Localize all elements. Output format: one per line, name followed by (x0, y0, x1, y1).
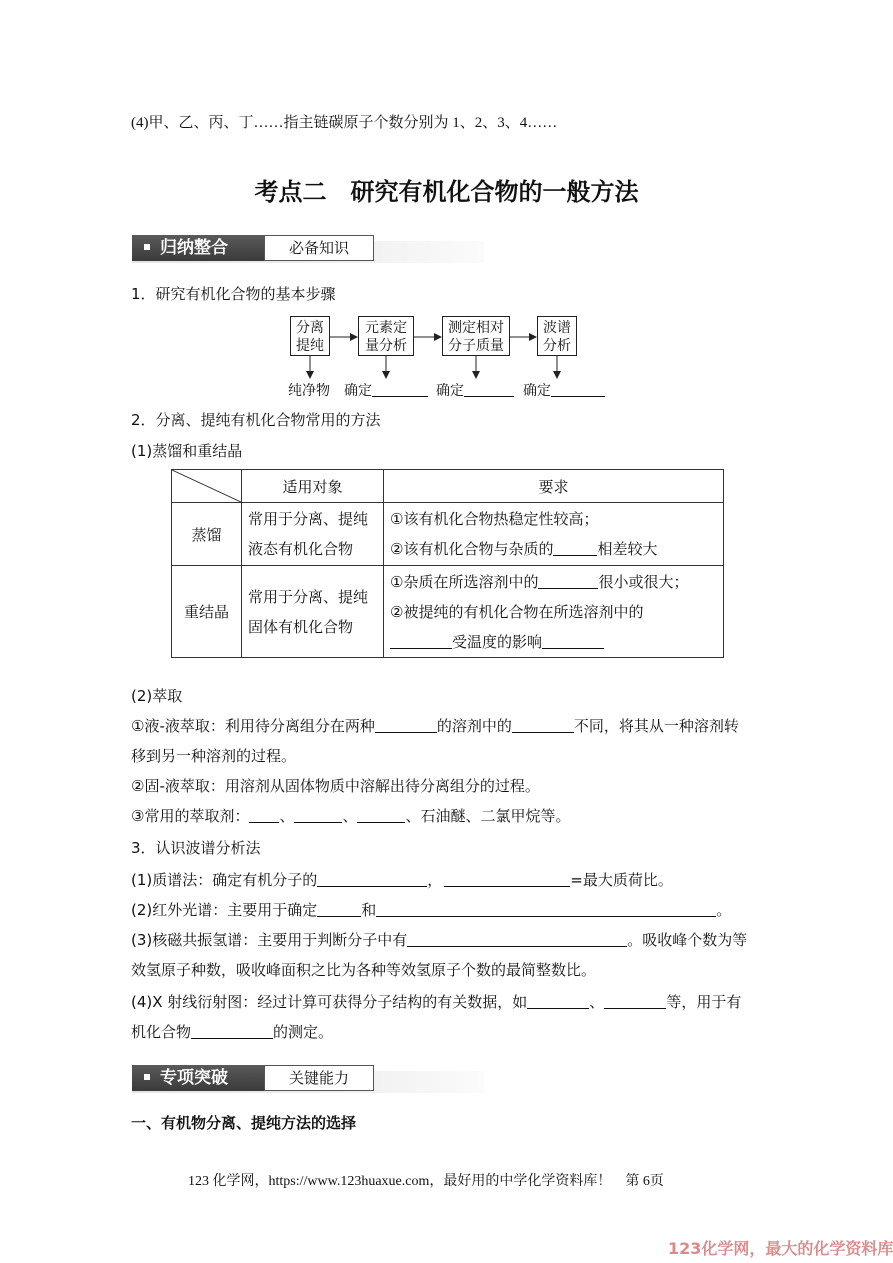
row-name: 重结晶 (172, 566, 242, 658)
row-target (242, 566, 384, 658)
flow-box-line: 分子质量 (448, 338, 504, 354)
answer-blank (512, 718, 574, 733)
spectra-ms (131, 870, 673, 890)
answer-blank (191, 1024, 273, 1039)
answer-blank (249, 808, 279, 823)
banner-light-label: 必备知识 (264, 235, 374, 261)
section-one-heading: 一、有机物分离、提纯方法的选择 (131, 1114, 357, 1132)
text: 、石油醚、二氯甲烷等。 (405, 807, 571, 825)
target-line: 常用于分离、提纯 (248, 510, 369, 528)
text: 不同，将其从一种溶剂转 (573, 717, 739, 735)
text: 、 (589, 993, 605, 1011)
req-text: ①该有机化合物热稳定性较高； (390, 510, 599, 528)
banner-dark-label: 专项突破 (160, 1068, 228, 1088)
output-label: 确定 (344, 383, 372, 399)
req-text: ①杂质在所选溶剂中的 (390, 572, 539, 591)
answer-blank (527, 994, 589, 1009)
flow-output-blank (344, 380, 428, 400)
answer-blank (317, 872, 427, 887)
answer-blank (553, 541, 597, 556)
answer-blank (604, 994, 666, 1009)
text: 。 (716, 901, 732, 919)
text: 。吸收峰个数为等 (627, 931, 748, 949)
heading-spectra: 3．认识波谱分析法 (131, 839, 261, 857)
text: (1)质谱法：确定有机分子的 (131, 871, 318, 889)
extraction-solvents (131, 806, 571, 826)
banner-dark-tab (132, 1065, 264, 1091)
text: 和 (361, 901, 377, 919)
spectra-nmr-cont: 效氢原子种数，吸收峰面积之比为各种等效氢原子个数的最简整数比。 (131, 961, 597, 979)
req-text: ②该有机化合物与杂质的 (390, 540, 554, 558)
text: 等，用于有 (666, 993, 742, 1011)
req-line (384, 567, 723, 597)
row-requirement (384, 566, 724, 658)
flow-box-line: 元素定 (365, 320, 407, 336)
flow-output-blank (523, 380, 605, 400)
page-footer: 123 化学网，https://www.123huaxue.com，最好用的中学化学资料库！ 第 6页 (188, 1174, 664, 1189)
header-requirement: 要求 (384, 470, 724, 503)
diagonal-line (172, 470, 241, 502)
spectra-xrd-cont (131, 1022, 333, 1042)
table-row (172, 566, 724, 658)
text: 的溶剂中的 (436, 717, 512, 735)
banner-induction (132, 235, 484, 265)
flow-box-line: 波谱 (543, 320, 571, 336)
spectra-nmr (131, 930, 747, 950)
text: (3)核磁共振氢谱：主要用于判断分子中有 (131, 931, 408, 949)
answer-blank (551, 382, 605, 397)
extraction-ll-cont: 移到另一种溶剂的过程。 (131, 747, 297, 765)
answer-blank (464, 382, 514, 397)
extraction-sl: ②固-液萃取：用溶剂从固体物质中溶解出待分离组分的过程。 (131, 777, 540, 795)
flow-box-line: 量分析 (365, 338, 407, 354)
text: =最大质荷比。 (570, 871, 673, 889)
square-icon (144, 1074, 150, 1080)
answer-blank (357, 808, 405, 823)
text: 、 (279, 807, 295, 825)
answer-blank (294, 808, 342, 823)
answer-blank (542, 634, 604, 649)
banner-breakthrough (132, 1065, 484, 1095)
req-line (384, 597, 723, 627)
req-text: 很小或很大； (598, 572, 689, 591)
watermark: 123化学网，最大的化学资料库 (668, 1239, 893, 1258)
answer-blank (375, 718, 437, 733)
target-line: 固体有机化合物 (248, 617, 354, 636)
req-line (384, 627, 723, 657)
row-target (242, 503, 384, 566)
req-line (384, 534, 723, 564)
heading-separation: 2．分离、提纯有机化合物常用的方法 (131, 411, 381, 429)
req-text: 受温度的影响 (452, 632, 543, 651)
text: ， (427, 871, 443, 889)
flow-box-line: 测定相对 (448, 320, 504, 336)
answer-blank (538, 574, 598, 589)
method-table (171, 469, 724, 658)
diagonal-header-cell (172, 470, 242, 503)
answer-blank (444, 872, 570, 887)
target-line: 常用于分离、提纯 (248, 587, 369, 606)
square-icon (144, 244, 150, 250)
req-line (384, 504, 723, 534)
row-name: 蒸馏 (172, 503, 242, 566)
banner-light-label: 关键能力 (264, 1065, 374, 1091)
text: ①液-液萃取：利用待分离组分在两种 (131, 717, 375, 735)
heading-steps: 1．研究有机化合物的基本步骤 (131, 285, 336, 303)
sub-distill-recrystal: (1)蒸馏和重结晶 (131, 442, 243, 460)
table-row (172, 503, 724, 566)
text: (4)X 射线衍射图：经过计算可获得分子结构的有关数据，如 (131, 993, 528, 1011)
sub-extraction: (2)萃取 (131, 687, 183, 705)
answer-blank (390, 634, 452, 649)
answer-blank (376, 902, 716, 917)
text: ③常用的萃取剂： (131, 807, 250, 825)
answer-blank (372, 382, 428, 397)
banner-dark-tab (132, 235, 264, 261)
row-requirement (384, 503, 724, 566)
extraction-ll (131, 716, 739, 736)
flow-box-line: 分离 (296, 320, 324, 336)
flow-output-blank (436, 380, 514, 400)
text: 、 (342, 807, 358, 825)
header-target: 适用对象 (242, 470, 384, 503)
output-label: 确定 (436, 383, 464, 399)
flow-box-line: 提纯 (296, 338, 324, 354)
flow-box-line: 分析 (543, 338, 571, 354)
text: (2)红外光谱：主要用于确定 (131, 901, 318, 919)
banner-dark-label: 归纳整合 (160, 238, 228, 258)
section-title: 考点二 研究有机化合物的一般方法 (254, 178, 639, 206)
output-label: 确定 (523, 383, 551, 399)
target-line: 液态有机化合物 (248, 540, 354, 558)
text: 机化合物 (131, 1023, 192, 1041)
text: 的测定。 (273, 1023, 334, 1041)
req-text: 相差较大 (597, 540, 658, 558)
answer-blank (317, 902, 361, 917)
flow-output-pure: 纯净物 (288, 383, 330, 399)
intro-line: (4)甲、乙、丙、丁……指主链碳原子个数分别为 1、2、3、4…… (131, 115, 558, 131)
answer-blank (407, 932, 627, 947)
req-text: ②被提纯的有机化合物在所选溶剂中的 (390, 602, 644, 621)
spectra-xrd (131, 992, 741, 1012)
flow-arrows (280, 330, 600, 380)
spectra-ir (131, 900, 731, 920)
